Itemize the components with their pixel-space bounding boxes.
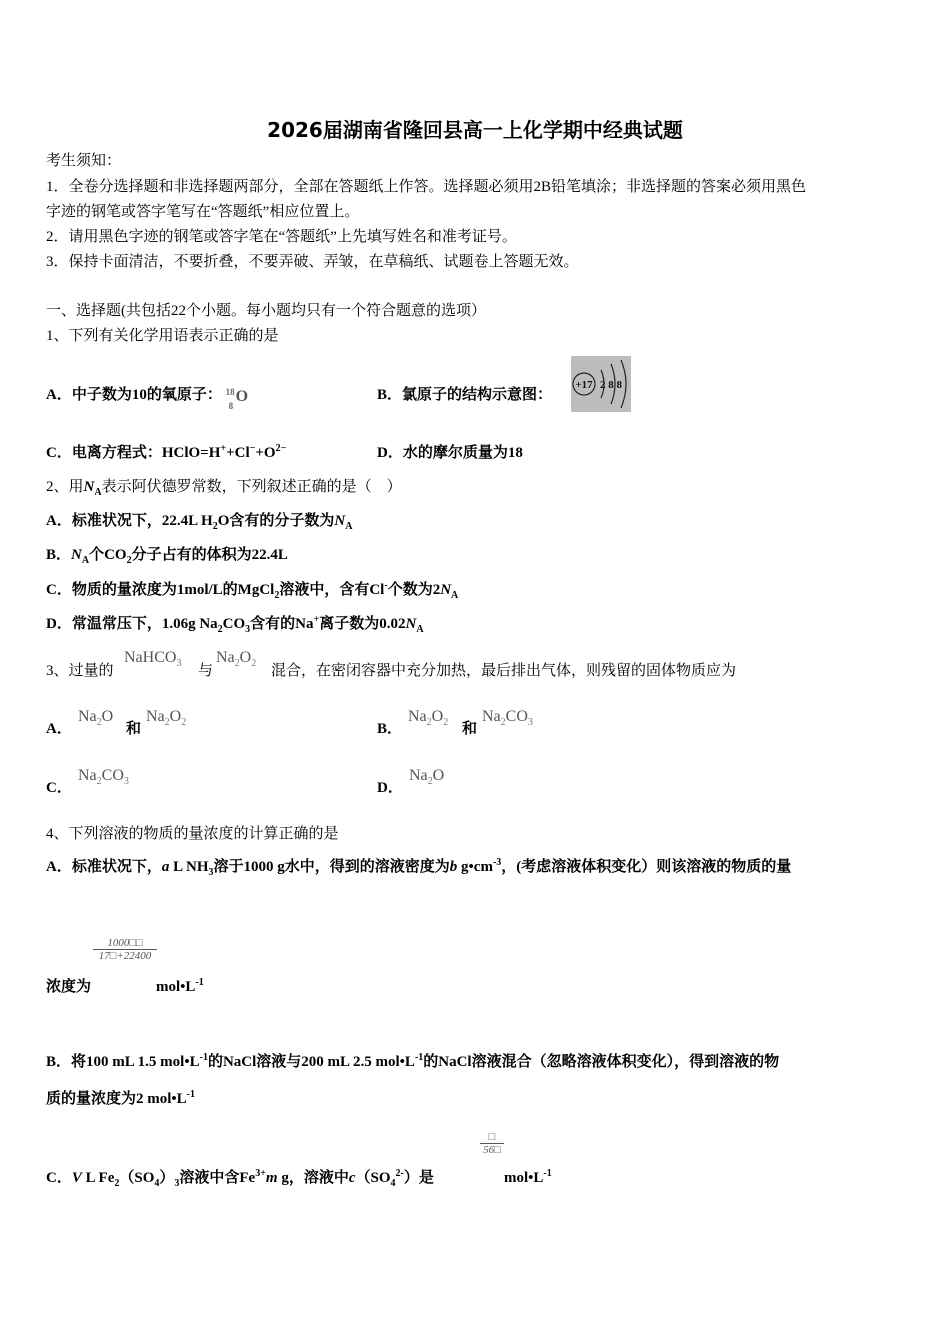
atom-nucleus: +17: [575, 379, 593, 391]
q1-option-c[interactable]: C．电离方程式：$HClO=H^++Cl^-+O^{2-}$: [46, 443, 287, 461]
notice-item-2: 2．请用黑色字迹的钢笔或答字笔在“答题纸”上先填写姓名和准考证号。: [46, 229, 517, 245]
q2-option-d[interactable]: D．常温常压下，1.06g $Na_2CO_3$含有的Na+离子数为$0.02N_A$: [46, 614, 424, 635]
q3-a-formula1: $Na_2O$: [78, 708, 114, 729]
nuclide-mass: 18: [225, 386, 235, 397]
notice-item-3: 3．保持卡面清洁，不要折叠，不要弄破、弄皱，在草稿纸、试题卷上答题无效。: [46, 254, 579, 270]
q4-c-unit: $mol•L^{-1}$: [504, 1168, 552, 1186]
q3-option-c-label[interactable]: C．: [46, 780, 72, 796]
q3-d-formula: $Na_2O$: [409, 767, 445, 788]
q3-stem-pre: 3、过量的: [46, 663, 114, 679]
notice-heading: 考生须知：: [46, 153, 122, 169]
q4-c-fraction: [480, 1131, 504, 1156]
fraction-denominator: 56□: [483, 1144, 501, 1156]
nuclide-symbol: O: [235, 387, 249, 405]
q1-option-a[interactable]: [46, 385, 254, 411]
q4-option-b-cont: 质的量浓度为2 $mol•L^{-1}$: [46, 1089, 196, 1107]
q3-option-b-label[interactable]: B．: [377, 721, 403, 737]
formula-na2o2: $Na_2O_2$: [216, 649, 257, 670]
q1-option-d[interactable]: D．水的摩尔质量为18: [377, 445, 523, 461]
fraction-numerator: □: [480, 1131, 504, 1144]
notice-item-1: 1．全卷分选择题和非选择题两部分，全部在答题纸上作答。选择题必须用2B铅笔填涂；非选择题的答案必须用黑色: [46, 179, 807, 195]
q4-a-unit: $mol•L^{-1}$: [156, 977, 204, 995]
fraction-denominator: 17□+22400: [98, 950, 152, 962]
q2-option-b[interactable]: B．$N_A$个$CO_2$分子占有的体积为22.4L: [46, 547, 288, 566]
chlorine-atom-diagram: [571, 356, 631, 412]
q4-option-a[interactable]: A．标准状况下，a L $NH_3$溶于1000 g水中，得到的溶液密度为b $g•cm^{-3}$，(考虑溶液体积变化）则该溶液的物质的量: [46, 857, 792, 878]
q3-b-formula2: $Na_2CO_3$: [482, 708, 533, 729]
q1-option-b[interactable]: B．氯原子的结构示意图：: [377, 387, 553, 403]
q3-a-formula2: $Na_2O_2$: [146, 708, 187, 729]
q3-a-and: 和: [126, 721, 142, 737]
q4-option-b[interactable]: B．将100 mL 1.5 $mol•L^{-1}$的NaCl溶液与200 mL 2.5 $mol•L^{-1}$的NaCl溶液混合（忽略溶液体积变化），得到溶液的物: [46, 1052, 780, 1070]
notice-item-1-cont: 字迹的钢笔或答字笔写在“答题纸”相应位置上。: [46, 204, 360, 220]
q2-option-a[interactable]: A．标准状况下，22.4L $H_2O$含有的分子数为$N_A$: [46, 513, 353, 532]
q3-b-formula1: $Na_2O_2$: [408, 708, 449, 729]
q3-with: 与: [198, 663, 214, 679]
section-heading: 一、选择题(共包括22个小题。每小题均只有一个符合题意的选项）: [46, 303, 486, 319]
q3-option-d-label[interactable]: D．: [377, 780, 403, 796]
q1-stem: 1、下列有关化学用语表示正确的是: [46, 328, 279, 344]
q2-stem: 2、用$N_A$表示阿伏德罗常数，下列叙述正确的是（ ）: [46, 479, 402, 498]
fraction-numerator: 1000□□: [93, 937, 157, 950]
atom-shells: 2 8 8: [600, 379, 622, 391]
q4-stem: 4、下列溶液的物质的量浓度的计算正确的是: [46, 826, 339, 842]
q3-option-a-label[interactable]: A．: [46, 721, 72, 737]
q4-a-fraction: [93, 937, 157, 962]
q4-a-conc-label: 浓度为: [46, 979, 92, 995]
nuclide-z: 8: [228, 400, 234, 411]
q1-a-text: A．中子数为10的氧原子：: [46, 387, 222, 403]
q3-stem-post: 混合，在密闭容器中充分加热，最后排出气体，则残留的固体物质应为: [271, 663, 737, 679]
q4-option-c[interactable]: C．V L $Fe_2(SO_4)_3$溶液中含$Fe^{3+}m$ g，溶液中$c(SO_4^{2-})$是: [46, 1168, 434, 1189]
q2-option-c[interactable]: C．物质的量浓度为1mol/L的MgCl$_2$溶液中，含有Cl-个数为$2N_A$: [46, 580, 459, 601]
q3-b-and: 和: [462, 721, 478, 737]
formula-nahco3: NaHCO$_3$: [124, 649, 182, 670]
q3-c-formula: $Na_2CO_3$: [78, 767, 129, 788]
oxygen-nuclide: [225, 386, 254, 411]
page-title: 2026届湖南省隆回县高一上化学期中经典试题: [267, 118, 683, 142]
